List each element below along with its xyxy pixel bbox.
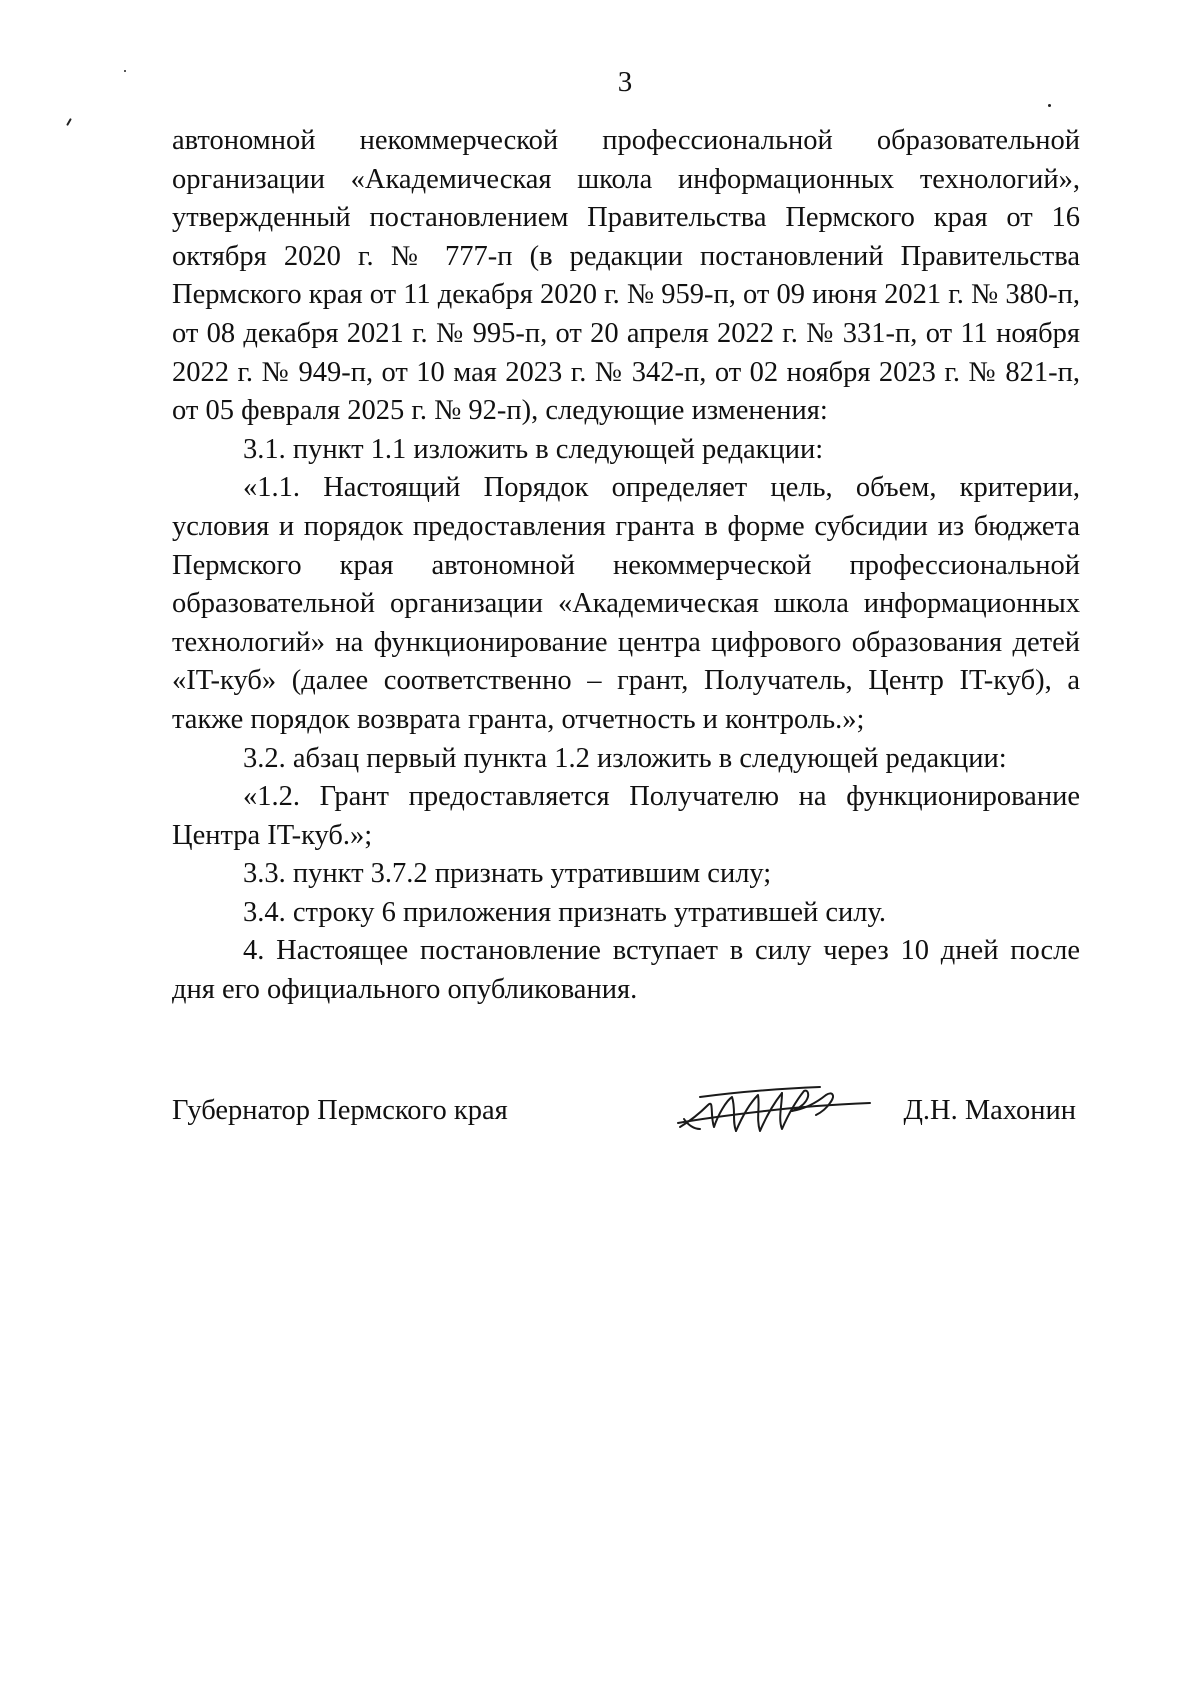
paragraph-item-3-1: 3.1. пункт 1.1 изложить в следующей редакции: [243,433,824,465]
paragraph-quote-1-1: «1.1. Настоящий Порядок определяет цель, объем, критерии, условия и порядок предоставления гранта в форме субсидии из бюджета Пермского края автономной некоммерческой профессиональной образовательной организации «Академическая школа информационных технологий» на функционирование центра цифрового образования детей «IT-куб» (далее соответственно – грант, Получатель, Центр IT-куб), а также порядок возврата гранта, отчетность и контроль.»; [172,472,1080,735]
paragraph-item-3-4: 3.4. строку 6 приложения признать утратившей силу. [243,896,886,928]
paragraph-continuation: автономной некоммерческой профессиональной образовательной организации «Академическая школа информационных технологий», утвержденный постановлением Правительства Пермского края от 16 октября 2020 г. № 777-п (в редакции постановлений Правительства Пермского края от 11 декабря 2020 г. № 959-п, от 09 июня 2021 г. № 380-п, от 08 декабря 2021 г. № 995-п, от 20 апреля 2022 г. № 331-п, от 11 ноября 2022 г. № 949-п, от 10 мая 2023 г. № 342-п, от 02 ноября 2023 г. № 821-п, от 05 февраля 2025 г. № 92-п), следующие изменения: [172,125,1080,427]
paragraph-quote-1-2: «1.2. Грант предоставляется Получателю на функционирование Центра IT-куб.»; [172,781,1080,851]
signature-block [172,1093,1080,1143]
document-body [172,122,1080,1010]
signatory-name: Д.Н. Махонин [903,1095,1076,1126]
scan-speck [124,70,126,72]
paragraph-item-3-3: 3.3. пункт 3.7.2 признать утратившим силу; [243,858,772,890]
paragraph-item-3-2: 3.2. абзац первый пункта 1.2 изложить в следующей редакции: [243,742,1007,774]
handwritten-signature [670,1075,880,1147]
signatory-title: Губернатор Пермского края [172,1095,508,1126]
page-number: 3 [617,66,633,98]
paragraph-item-4: 4. Настоящее постановление вступает в силу через 10 дней после дня его официального опубликования. [172,935,1080,1006]
scan-speck [66,118,72,126]
scan-speck [1048,104,1051,107]
